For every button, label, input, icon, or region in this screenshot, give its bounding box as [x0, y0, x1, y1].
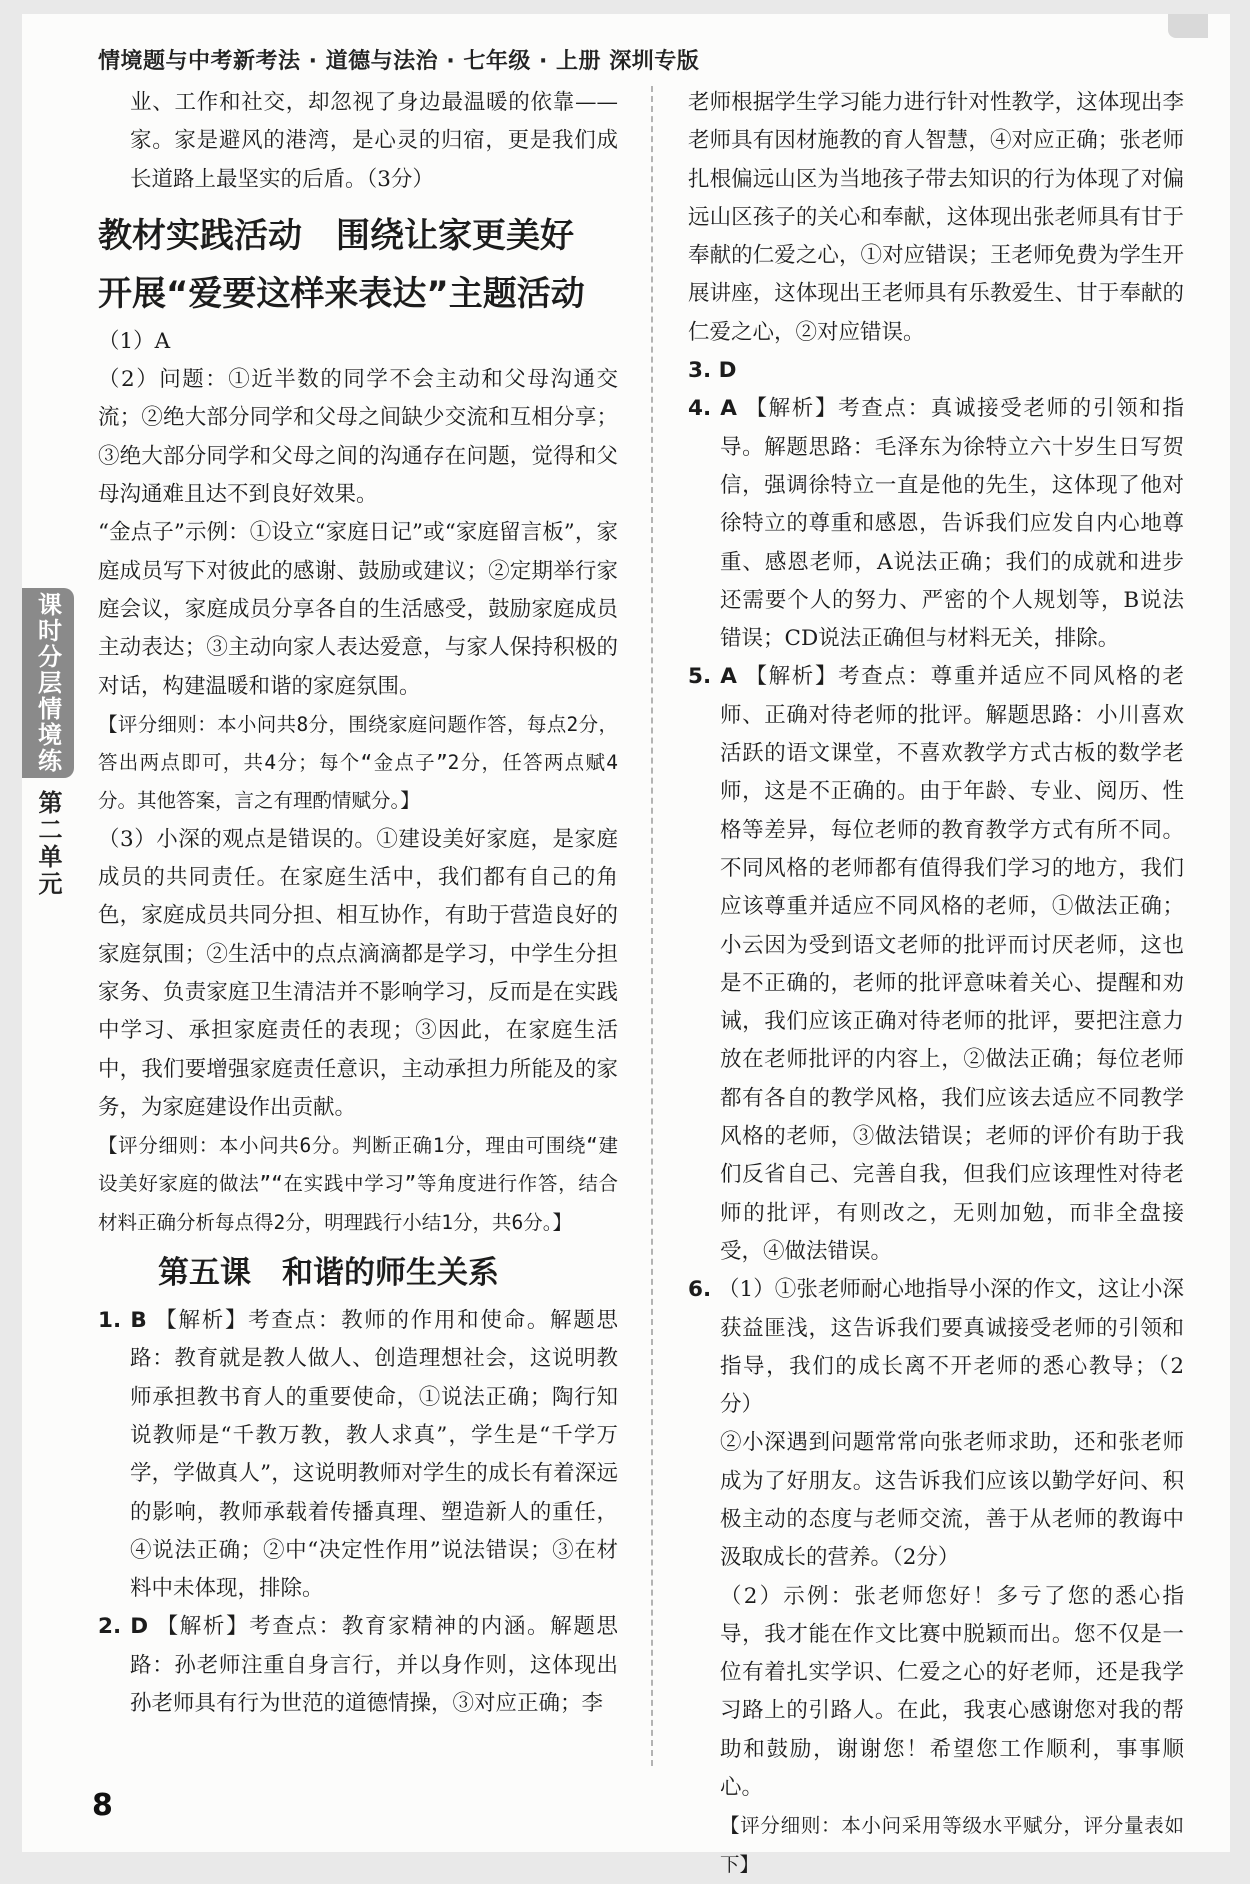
q2-explanation: 【解析】考查点：教育家精神的内涵。解题思路：孙老师注重自身言行，并以身作则，这体现出孙老师具有行为世范的道德情操，③对应正确；李 — [130, 1614, 618, 1716]
rubric-1: 【评分细则：本小问共8分，围绕家庭问题作答，每点2分，答出两点即可，共4分；每个“金点子”2分，任答两点赋4分。其他答案，言之有理酌情赋分。】 — [98, 712, 618, 813]
left-column — [98, 84, 618, 1723]
q6-part2: （2）示例：张老师您好！多亏了您的悉心指导，我才能在作文比赛中脱颖而出。您不仅是一位有着扎实学识、仁爱之心的好老师，还是我学习路上的引路人。在此，我衷心感谢您对我的帮助和鼓励，谢谢您！希望您工作顺利，事事顺心。 — [720, 1583, 1184, 1801]
question-1 — [98, 1302, 618, 1608]
q6-part1-b: ②小深遇到问题常常向张老师求助，还和张老师成为了好朋友。这告诉我们应该以勤学好问、积极主动的态度与老师交流，善于从老师的教诲中汲取成长的营养。（2分） — [720, 1430, 1184, 1571]
q6-number: 6. — [688, 1277, 712, 1303]
section-heading-1: 教材实践活动 围绕让家更美好 — [98, 215, 574, 256]
question-3: 3. D — [688, 358, 737, 384]
rubric-2: 【评分细则：本小问共6分。判断正确1分，理由可围绕“建设美好家庭的做法”“在实践中学习”等角度进行作答，结合材料正确分析每点得2分，明理践行小结1分，共6分。】 — [98, 1134, 618, 1234]
unit-label: 第二单元 — [34, 790, 62, 898]
answer-3: （3）小深的观点是错误的。①建设美好家庭，是家庭成员的共同责任。在家庭生活中，我们都有自己的角色，家庭成员共同分担、相互协作，有助于营造良好的家庭氛围；②生活中的点点滴滴都是学习，中学生分担家务、负责家庭卫生清洁并不影响学习，反而是在实践中学习、承担家庭责任的表现；③因此，在家庭生活中，我们要增强家庭责任意识，主动承担力所能及的家务，为家庭建设作出贡献。 — [98, 826, 618, 1120]
question-6 — [688, 1271, 1184, 1424]
page-corner — [1168, 14, 1208, 38]
q4-explanation: 【解析】考查点：真诚接受老师的引领和指导。解题思路：毛泽东为徐特立六十岁生日写贺信，强调徐特立一直是他的先生，这体现了他对徐特立的尊重和感恩，告诉我们应发自内心地尊重、感恩老师，A说法正确；我们的成就和进步还需要个人的努力、严密的个人规划等，B说法错误；CD说法正确但与材料无关，排除。 — [720, 396, 1184, 652]
page-number: 8 — [92, 1788, 113, 1823]
q2-continued: 老师根据学生学习能力进行针对性教学，这体现出李老师具有因材施教的育人智慧，④对应正确；张老师扎根偏远山区为当地孩子带去知识的行为体现了对偏远山区孩子的关心和奉献，这体现出张老师具有甘于奉献的仁爱之心，①对应错误；王老师免费为学生开展讲座，这体现出王老师具有乐教爱生、甘于奉献的仁爱之心，②对应错误。 — [688, 90, 1184, 345]
question-5 — [688, 658, 1184, 1271]
q2-number: 2. D — [98, 1614, 149, 1640]
q5-number: 5. A — [688, 664, 737, 690]
answer-1: （1）A — [98, 328, 171, 354]
q5-explanation: 【解析】考查点：尊重并适应不同风格的老师、正确对待老师的批评。解题思路：小川喜欢活跃的语文课堂，不喜欢教学方式古板的数学老师，这是不正确的。由于年龄、专业、阅历、性格等差异，每位老师的教育教学方式有所不同。不同风格的老师都有值得我们学习的地方，我们应该尊重并适应不同风格的老师，①做法正确；小云因为受到语文老师的批评而讨厌老师，这也是不正确的，老师的批评意味着关心、提醒和劝诫，我们应该正确对待老师的批评，要把注意力放在老师批评的内容上，②做法正确；每位老师都有各自的教学风格，我们应该去适应不同教学风格的老师，③做法错误；老师的评价有助于我们反省自己、完善自我，但我们应该理性对待老师的批评，有则改之，无则加勉，而非全盘接受，④做法错误。 — [720, 664, 1184, 1264]
q4-number: 4. A — [688, 396, 737, 422]
right-column — [688, 84, 1184, 1884]
rubric-3: 【评分细则：本小问采用等级水平赋分，评分量表如下】 — [720, 1814, 1184, 1876]
q1-explanation: 【解析】考查点：教师的作用和使命。解题思路：教育就是教人做人、创造理想社会，这说明教师承担教书育人的重要使命，①说法正确；陶行知说教师是“千教万教，教人求真”，学生是“千学万学，学做真人”，这说明教师对学生的成长有着深远的影响，教师承载着传播真理、塑造新人的重任，④说法正确；②中“决定性作用”说法错误；③在材料中未体现，排除。 — [130, 1308, 618, 1602]
column-divider — [651, 86, 653, 1766]
section-heading-2: 开展“爱要这样来表达”主题活动 — [98, 273, 585, 314]
running-header: 情境题与中考新考法 · 道德与法治 · 七年级 · 上册 深圳专版 — [98, 49, 700, 74]
answer-2: （2）问题：①近半数的同学不会主动和父母沟通交流；②绝大部分同学和父母之间缺少交流和互相分享；③绝大部分同学和父母之间的沟通存在问题，觉得和父母沟通难且达不到良好效果。 — [98, 367, 618, 508]
lesson-title: 第五课 和谐的师生关系 — [158, 1255, 499, 1292]
side-tab: 课时分层情境练 — [22, 588, 74, 778]
question-4 — [688, 390, 1184, 658]
intro-paragraph: 业、工作和社交，却忽视了身边最温暖的依靠——家。家是避风的港湾，是心灵的归宿，更是我们成长道路上最坚实的后盾。（3分） — [130, 90, 618, 192]
question-2 — [98, 1608, 618, 1723]
q6-part1: （1）①张老师耐心地指导小深的作文，这让小深获益匪浅，这告诉我们要真诚接受老师的引领和指导，我们的成长离不开老师的悉心教导；（2分） — [718, 1277, 1184, 1418]
answer-2-tip: “金点子”示例：①设立“家庭日记”或“家庭留言板”，家庭成员写下对彼此的感谢、鼓励或建议；②定期举行家庭会议，家庭成员分享各自的生活感受，鼓励家庭成员主动表达；③主动向家人表达爱意，与家人保持积极的对话，构建温暖和谐的家庭氛围。 — [98, 520, 618, 699]
q1-number: 1. B — [98, 1308, 147, 1334]
